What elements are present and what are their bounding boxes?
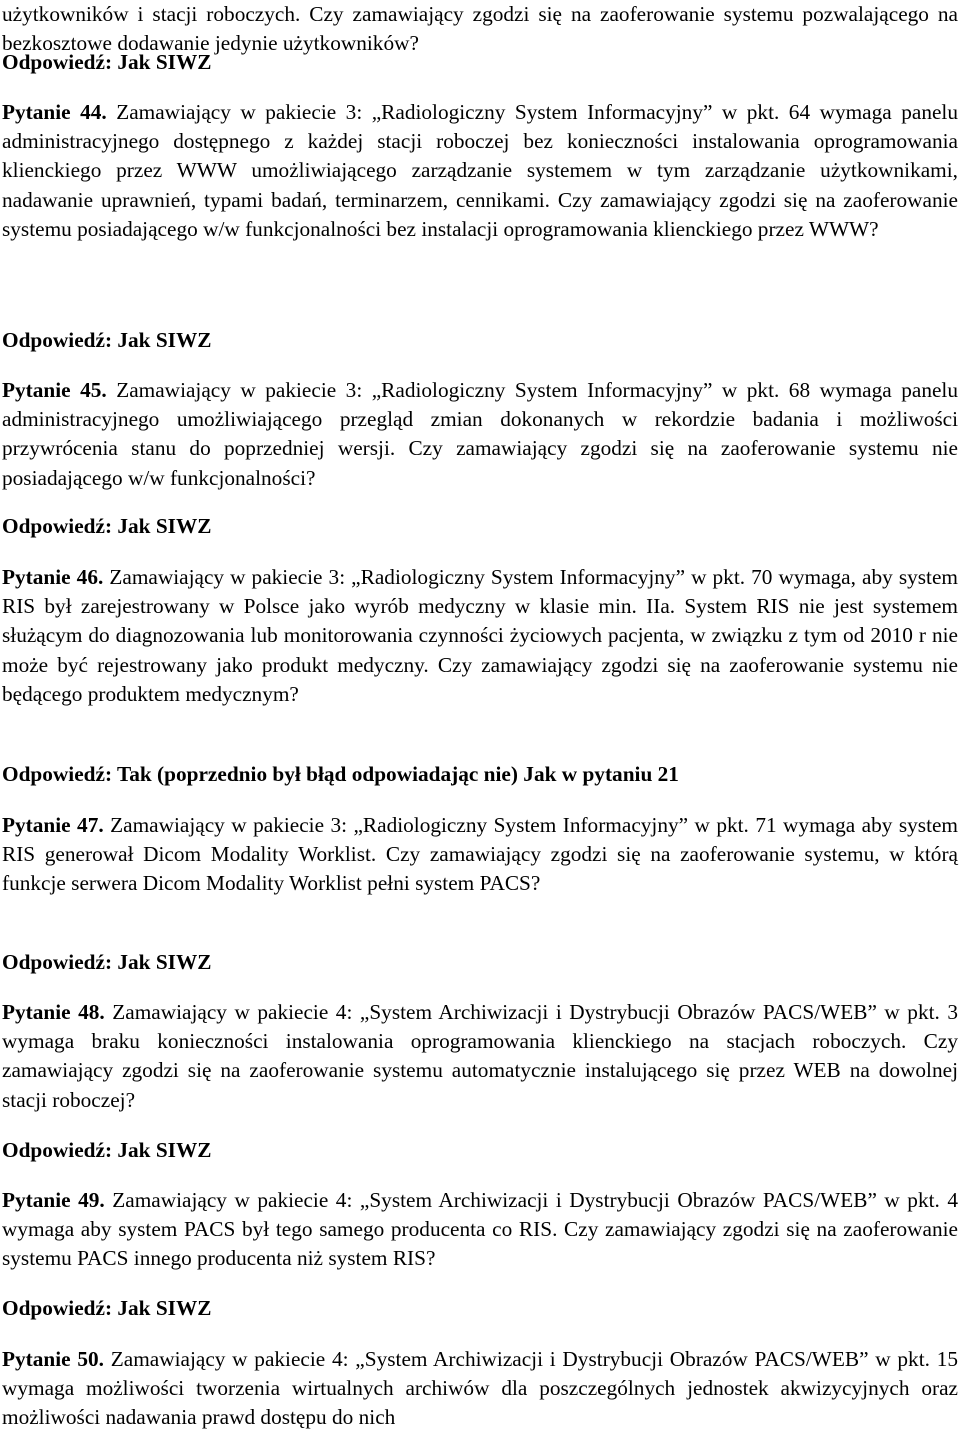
question-text: Zamawiający w pakiecie 4: „System Archiwizacji i Dystrybucji Obrazów PACS/WEB” w pkt. 4 wymaga aby system PACS był tego samego producenta co RIS. Czy zamawiający zgodzi się na zaoferowanie systemu PACS innego producenta niż system RIS?: [2, 1188, 958, 1271]
answer-48: Odpowiedź: Jak SIWZ: [2, 1138, 212, 1162]
question-label: Pytanie 49.: [2, 1188, 105, 1212]
question-label: Pytanie 45.: [2, 378, 107, 402]
question-label: Pytanie 47.: [2, 813, 104, 837]
answer-44: Odpowiedź: Jak SIWZ: [2, 328, 212, 352]
question-46: [2, 563, 958, 709]
question-text: Zamawiający w pakiecie 3: „Radiologiczny System Informacyjny” w pkt. 64 wymaga panelu administracyjnego dostępnego z każdej stacji roboczej bez konieczności instalowania oprogramowania klienckiego przez WWW umożliwiającego zarządzanie systemem w tym zarządzanie użytkownikami, nadawanie uprawnień, typami badań, terminarzem, cennikami. Czy zamawiający zgodzi się na zaoferowanie systemu posiadającego w/w funkcjonalności bez instalacji oprogramowania klienckiego przez WWW?: [2, 100, 958, 241]
question-label: Pytanie 46.: [2, 565, 104, 589]
answer-46: Odpowiedź: Tak (poprzednio był błąd odpowiadając nie) Jak w pytaniu 21: [2, 762, 679, 786]
question-text: Zamawiający w pakiecie 3: „Radiologiczny System Informacyjny” w pkt. 70 wymaga, aby system RIS był zarejestrowany w Polsce jako wyrób medyczny w klasie min. IIa. System RIS nie jest systemem służącym do diagnozowania lub monitorowania czynności życiowych pacjenta, w związku z tym od 2010 r nie może być rejestrowany jako produkt medyczny. Czy zamawiający zgodzi się na zaoferowanie systemu nie będącego produktem medycznym?: [2, 565, 958, 706]
answer-43: Odpowiedź: Jak SIWZ: [2, 50, 212, 74]
question-45: [2, 376, 958, 493]
question-48: [2, 998, 958, 1115]
question-label: Pytanie 50.: [2, 1347, 104, 1371]
question-50: [2, 1345, 958, 1433]
question-text: Zamawiający w pakiecie 4: „System Archiwizacji i Dystrybucji Obrazów PACS/WEB” w pkt. 15 wymaga możliwości tworzenia wirtualnych archiwów dla poszczególnych jednostek akwizycyjnych oraz możliwości nadawania prawd dostępu do nich: [2, 1347, 958, 1430]
question-label: Pytanie 48.: [2, 1000, 105, 1024]
answer-47: Odpowiedź: Jak SIWZ: [2, 950, 212, 974]
question-44: [2, 98, 958, 244]
answer-49: Odpowiedź: Jak SIWZ: [2, 1296, 212, 1320]
question-label: Pytanie 44.: [2, 100, 107, 124]
question-text: Zamawiający w pakiecie 3: „Radiologiczny System Informacyjny” w pkt. 68 wymaga panelu administracyjnego umożliwiającego przegląd zmian dokonanych w rekordzie badania i możliwości przywrócenia stanu do poprzedniej wersji. Czy zamawiający zgodzi się na zaoferowanie systemu nie posiadającego w/w funkcjonalności?: [2, 378, 958, 490]
intro-text: użytkowników i stacji roboczych. Czy zamawiający zgodzi się na zaoferowanie systemu pozwalającego na bezkosztowe dodawanie jedynie użytkowników?: [2, 2, 958, 56]
question-47: [2, 811, 958, 899]
question-text: Zamawiający w pakiecie 3: „Radiologiczny System Informacyjny” w pkt. 71 wymaga aby system RIS generował Dicom Modality Worklist. Czy zamawiający zgodzi się na zaoferowanie systemu, w którą funkcje serwera Dicom Modality Worklist pełni system PACS?: [2, 813, 958, 896]
answer-45: Odpowiedź: Jak SIWZ: [2, 514, 212, 538]
question-text: Zamawiający w pakiecie 4: „System Archiwizacji i Dystrybucji Obrazów PACS/WEB” w pkt. 3 wymaga braku konieczności instalowania oprogramowania klienckiego na stacjach roboczych. Czy zamawiający zgodzi się na zaoferowanie systemu automatycznie instalującego się przez WEB na dowolnej stacji roboczej?: [2, 1000, 958, 1112]
question-49: [2, 1186, 958, 1274]
